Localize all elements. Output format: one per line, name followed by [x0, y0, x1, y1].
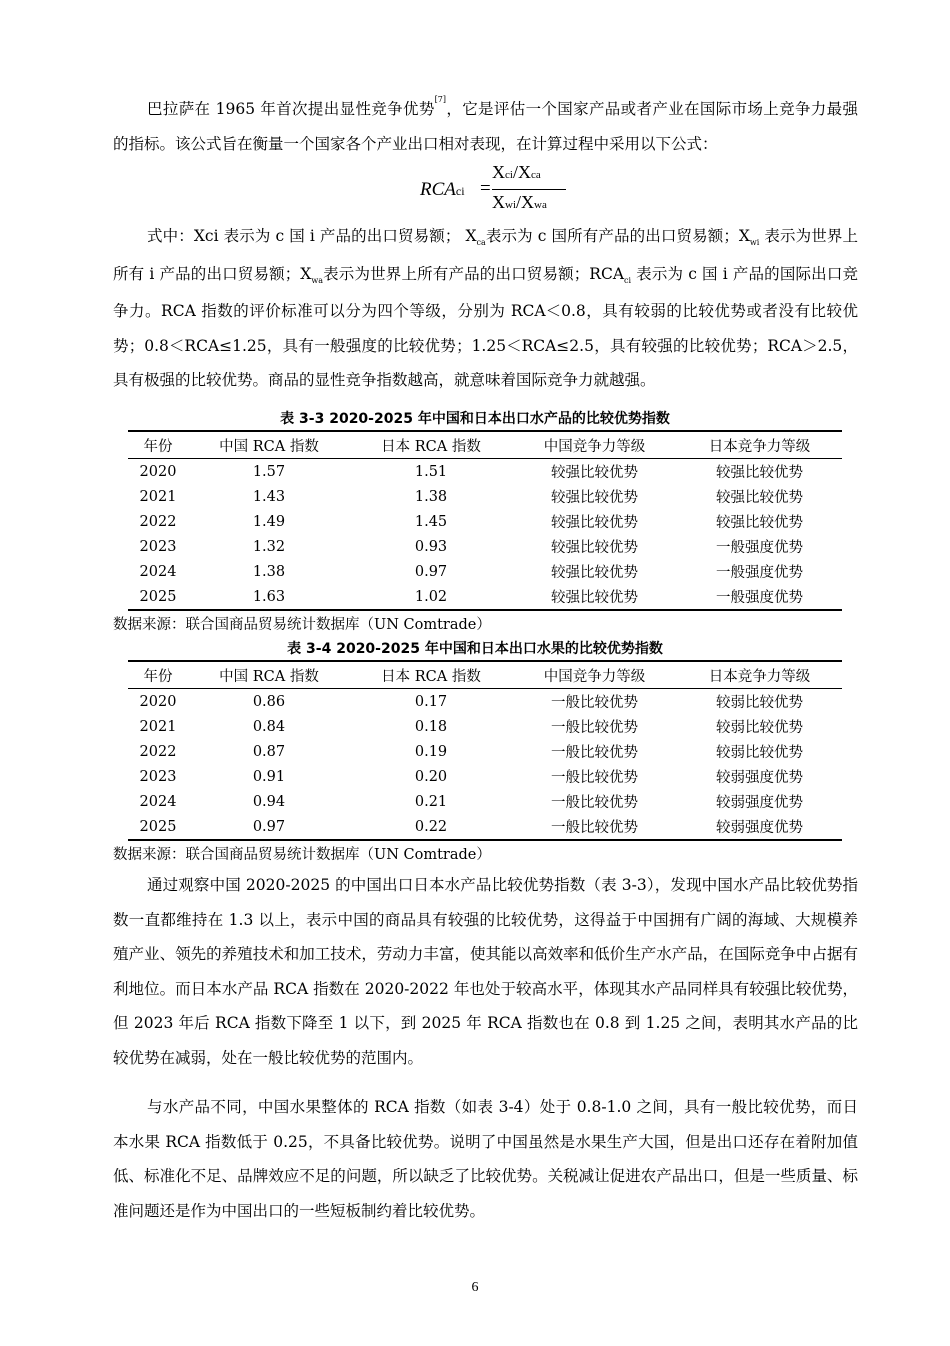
col-header: 年份 [128, 661, 188, 689]
analysis-paragraph-1: 通过观察中国 2020-2025 的中国出口日本水产品比较优势指数（表 3-3），发现中国水产品比较优势指数一直都维持在 1.3 以上，表示中国的商品具有较强的比较优势，这得益于中国拥有广阔的海域、大规模养殖产业、领先的养殖技术和加工技术，劳动力丰富，使其能以高效率和低价生产水产品，在国际竞争中占据有利地位。而日本水产品 RCA 指数在 2020-2022 年也处于较高水平，体现其水产品同样具有较强比较优势，但 2023 年后 RCA 指数下降至 1 以下，到 2025 年 RCA 指数也在 0.8 到 1.25 之间，表明其水产品的比较优势在减弱，处在一般比较优势的范围内。 [113, 876, 858, 1067]
table-cell: 2025 [128, 584, 188, 610]
formula-numerator: Xci/Xca [492, 162, 541, 182]
table-cell: 2021 [139, 488, 177, 505]
table-cell: 1.49 [252, 513, 286, 530]
table-cell: 0.19 [414, 743, 448, 760]
table-cell: 2025 [128, 814, 188, 840]
table-cell: 2021 [139, 718, 177, 735]
analysis-paragraph-2: 与水产品不同，中国水果整体的 RCA 指数（如表 3-4）处于 0.8-1.0 之间，具有一般比较优势，而日本水果 RCA 指数低于 0.25，不具备比较优势。说明了中国虽然是水果生产大国，但是出口还存在着附加值低、标准化不足、品牌效应不足的问题，所以缺乏了比较优势。关税减让促进农产品出口，但是一些质量、标准问题还是作为中国出口的一些短板制约着比较优势。 [113, 1098, 858, 1220]
table-cell: 2024 [139, 563, 177, 580]
table-cell: 0.97 [188, 814, 350, 840]
fraction-bar [492, 189, 566, 190]
table-cell: 2023 [139, 538, 177, 555]
col-header: 日本 RCA 指数 [350, 661, 512, 689]
formula-explanation: 式中：Xci 表示为 c 国 i 产品的出口贸易额； $X_{ca}$表示为 c 国所有产品的出口贸易额；$X_{wi}$ 表示为世界上所有 i 产品的出口贸易额；$X_{wa}$表示为世界上所有产品的出口贸易额；$RCA_{ci}$ 表示为 c 国 i 产品的国际出口竞争力。RCA 指数的评价标准可以分为四个等级，分别为 RCA＜0.8，具有较弱的比较优势或者没有比较优势；0.8＜RCA≤1.25，具有一般强度的比较优势；1.25＜RCA≤2.5，具有较强的比较优势；RCA＞2.5，具有极强的比较优势。商品的显性竞争指数越高，就意味着国际竞争力就越强。 [113, 227, 858, 389]
intro-text-b: ，它是评估一个国家产品或者产业在国际市场上竞争力最强的指标。该公式旨在衡量一个国家各个产业出口相对表现，在计算过程中采用以下公式： [113, 100, 858, 153]
table-cell: 1.57 [252, 463, 286, 480]
table-row [128, 689, 842, 715]
table2-caption: 表 3-4 2020-2025 年中国和日本出口水果的比较优势指数 [287, 641, 663, 657]
table-header-row [128, 431, 842, 459]
table-cell: 1.63 [188, 584, 350, 610]
table-cell: 较强比较优势 [551, 490, 638, 506]
table-cell: 0.20 [414, 768, 448, 785]
table-cell: 0.86 [252, 693, 286, 710]
table-cell: 2023 [139, 768, 177, 785]
table-cell: 较强比较优势 [551, 465, 638, 481]
table-cell: 较强比较优势 [551, 515, 638, 531]
table-row [128, 789, 842, 814]
table-cell: 2022 [139, 743, 177, 760]
table-header-row [128, 661, 842, 689]
table-cell: 较弱比较优势 [715, 695, 803, 711]
table-cell: 0.22 [350, 814, 512, 840]
col-header: 中国竞争力等级 [512, 661, 677, 689]
formula-denominator: Xwi/Xwa [492, 192, 547, 212]
table-cell: 1.02 [350, 584, 512, 610]
table-cell: 2020 [139, 693, 177, 710]
col-header: 日本 RCA 指数 [350, 431, 512, 459]
formula-equals: = [480, 178, 491, 199]
citation-ref[interactable]: [7] [434, 95, 447, 104]
table-row [128, 459, 842, 485]
table-row [128, 714, 842, 739]
table-cell: 一般强度优势 [715, 565, 803, 581]
table-row [128, 584, 842, 610]
table-cell: 一般强度优势 [715, 540, 803, 556]
table-cell: 较强比较优势 [551, 540, 638, 556]
table-cell: 0.97 [414, 563, 448, 580]
table-cell: 较弱强度优势 [715, 795, 803, 811]
intro-text-a: 巴拉萨在 1965 年首次提出显性竞争优势 [147, 100, 435, 118]
table-cell: 1.38 [414, 488, 448, 505]
table-cell: 一般比较优势 [512, 814, 677, 840]
col-header: 日本竞争力等级 [677, 431, 842, 459]
table-cell: 1.45 [414, 513, 448, 530]
formula-lhs: RCAci [420, 179, 465, 200]
table-row [128, 739, 842, 764]
table-cell: 一般比较优势 [551, 720, 638, 736]
rca-formula [420, 164, 570, 218]
table-cell: 0.21 [414, 793, 448, 810]
table-cell: 2022 [139, 513, 177, 530]
table-cell: 较强比较优势 [715, 465, 803, 481]
col-header: 中国 RCA 指数 [188, 661, 350, 689]
table-cell: 较弱比较优势 [715, 720, 803, 736]
table-cell: 较强比较优势 [715, 515, 803, 531]
table-cell: 1.32 [252, 538, 286, 555]
table-cell: 2024 [139, 793, 177, 810]
table-row [128, 764, 842, 789]
table-cell: 0.91 [252, 768, 286, 785]
table-row [128, 534, 842, 559]
table-cell: 一般比较优势 [551, 770, 638, 786]
table-cell: 一般比较优势 [551, 745, 638, 761]
table-cell: 一般强度优势 [677, 584, 842, 610]
page-number: 6 [471, 1280, 479, 1295]
table-cell: 较弱比较优势 [715, 745, 803, 761]
table-cell: 一般比较优势 [551, 795, 638, 811]
table-row [128, 814, 842, 840]
col-header: 日本竞争力等级 [677, 661, 842, 689]
table-cell: 0.84 [252, 718, 286, 735]
intro-paragraph [113, 92, 858, 161]
table-cell: 0.87 [252, 743, 286, 760]
table-cell: 较强比较优势 [512, 584, 677, 610]
table-cell: 较弱强度优势 [677, 814, 842, 840]
table-cell: 一般比较优势 [551, 695, 638, 711]
table-fruit-rca [128, 660, 842, 841]
table2-source: 数据来源：联合国商品贸易统计数据库（UN Comtrade） [113, 847, 491, 863]
table-aquatic-rca [128, 430, 842, 611]
table-cell: 0.94 [252, 793, 286, 810]
col-header: 中国竞争力等级 [512, 431, 677, 459]
table-row [128, 559, 842, 584]
table-cell: 0.17 [414, 693, 448, 710]
table-cell: 较强比较优势 [551, 565, 638, 581]
table1-caption: 表 3-3 2020-2025 年中国和日本出口水产品的比较优势指数 [280, 411, 670, 427]
table-cell: 2020 [139, 463, 177, 480]
table-cell: 1.43 [252, 488, 286, 505]
table-cell: 1.51 [414, 463, 448, 480]
col-header: 年份 [128, 431, 188, 459]
table-cell: 0.93 [414, 538, 448, 555]
table-cell: 0.18 [414, 718, 448, 735]
table-row [128, 484, 842, 509]
table-cell: 较强比较优势 [715, 490, 803, 506]
table1-source: 数据来源：联合国商品贸易统计数据库（UN Comtrade） [113, 617, 491, 633]
table-cell: 较弱强度优势 [715, 770, 803, 786]
table-cell: 1.38 [252, 563, 286, 580]
col-header: 中国 RCA 指数 [188, 431, 350, 459]
table-row [128, 509, 842, 534]
